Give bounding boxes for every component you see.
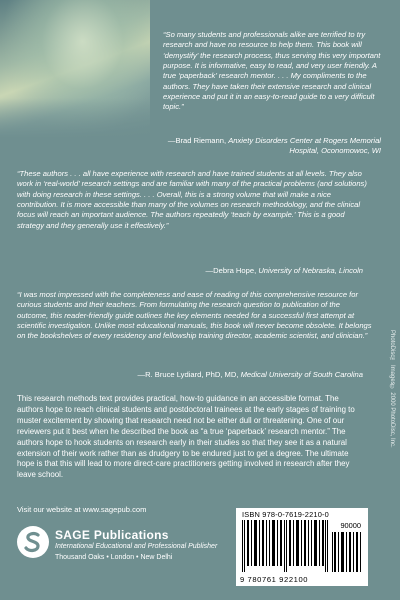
- review-affiliation-1: Anxiety Disorders Center at Rogers Memorial Hospital, Oconomowoc, WI: [228, 136, 381, 155]
- review-quote-1: “So many students and professionals alike are terrified to try research and have no resource to help them. This book will ‘demystify’ the research process, thus serving this very important purpose. It is informative, easy to read, and very user friendly. A true ‘paperback’ research mentor. . . . My compliments to the authors. They have taken their extensive research and clinical experience and put it in an easy-to-read guide to a very difficult topic.”: [163, 30, 381, 112]
- price-barcode-bars: [332, 532, 362, 572]
- isbn-number: ISBN 978-0-7619-2210-0: [242, 510, 329, 519]
- isbn-barcode: [236, 508, 368, 586]
- review-quote-2: “These authors . . . all have experience with research and have trained students at all levels. They also work in ‘real-world’ research settings and are familiar with many of the practical problems (and solutions) with doing research in these settings. . . . Overall, this is a strong volume that will make a nice contribution. It is more accessible than many of the volumes on research methodology, and the clinical focus will reach an important audience. The authors repeatedly ‘teach by example.’ This is a good strategy and they generally use it effectively.”: [17, 169, 367, 230]
- review-affiliation-3: Medical University of South Carolina: [240, 370, 363, 379]
- price-code: 90000: [340, 521, 361, 530]
- review-author-1: —Brad Riemann,: [167, 136, 227, 145]
- review-quote-3: “I was most impressed with the completeness and ease of reading of this comprehensive resource for curious students and their teachers. From formulating the research question to publication of the outcome, this reader-friendly guide outlines the key elements needed for a successful first attempt at scientific investigation. Unlike most educational manuals, this book will never become obsolete. It belongs on the bookshelves of every residency and fellowship training director, academic scientist, and clinician.”: [17, 290, 372, 341]
- review-attribution-1: [163, 136, 381, 156]
- publisher-name: SAGE Publications: [55, 528, 169, 542]
- photo-credit: PhotoDisc™ Images© 2000 PhotoDisc, Inc.: [389, 330, 395, 448]
- sage-logo-icon: [17, 526, 49, 558]
- ean-digits: 9 780761 922100: [240, 575, 309, 584]
- book-description: This research methods text provides practical, how-to guidance in an accessible format. The authors hope to reach clinical students and postdoctoral trainees at the early stages of training to muster excitement by showing that research need not be either dull or threatening. One of our reviewers put it best when he described the book as “a true ‘paperback’ research mentor.” The authors hope to hook students on research early in their studies so that they see it as a natural extension of their work rather than as drudgery to be endured just to get a degree. The ultimate hope is that this will lead to more direct-care practitioners getting involved in research after they leave school.: [17, 394, 355, 480]
- review-affiliation-2: University of Nebraska, Lincoln: [258, 266, 363, 275]
- cover-artwork: [0, 0, 150, 138]
- publisher-logo: [17, 526, 227, 576]
- review-author-3: —R. Bruce Lydiard, PhD, MD,: [137, 370, 239, 379]
- review-attribution-3: [17, 370, 363, 380]
- review-author-2: —Debra Hope,: [205, 266, 257, 275]
- publisher-tagline: International Educational and Professional Publisher: [55, 543, 218, 550]
- review-attribution-2: [17, 266, 363, 276]
- publisher-cities: Thousand Oaks • London • New Delhi: [55, 554, 173, 561]
- ean-barcode-bars: [242, 520, 328, 572]
- website-link[interactable]: Visit our website at www.sagepub.com: [17, 505, 147, 514]
